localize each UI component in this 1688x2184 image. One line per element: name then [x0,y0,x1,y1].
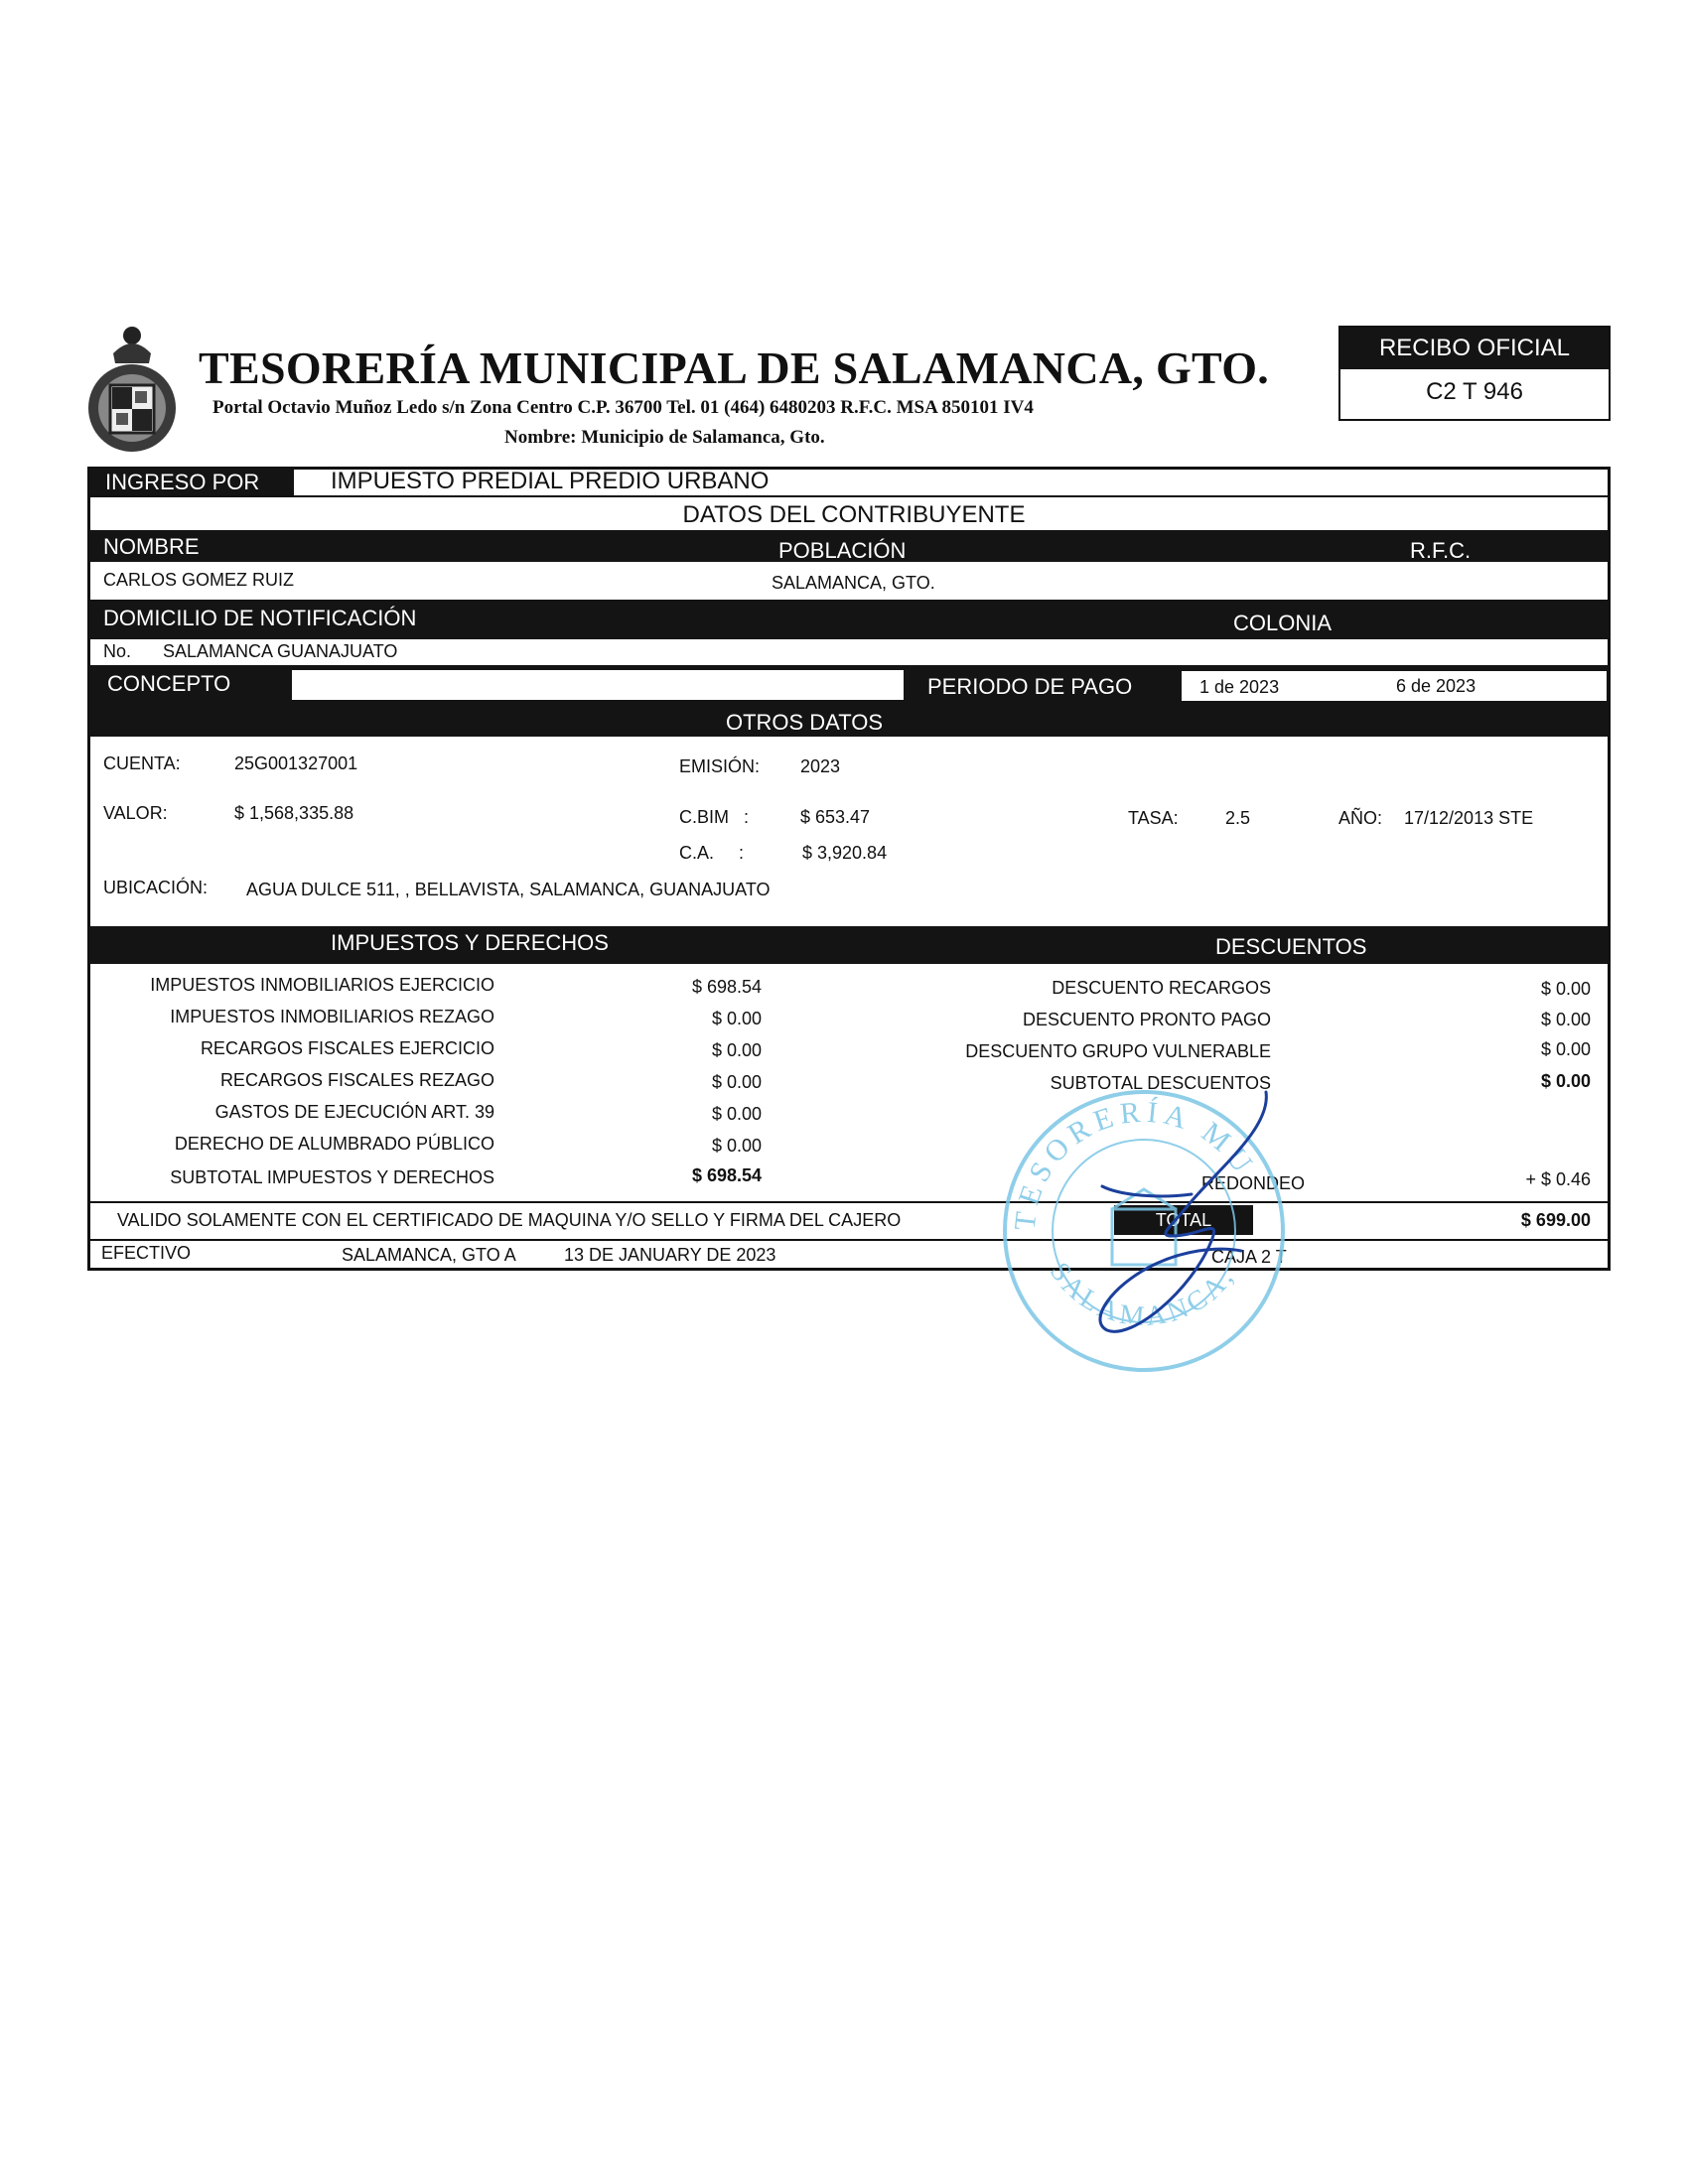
impuesto-label: IMPUESTOS INMOBILIARIOS EJERCICIO [150,975,494,995]
impuestos-list [99,975,774,1199]
list-item [99,975,774,1007]
impuesto-value: $ 698.54 [692,977,763,997]
descuento-label: DESCUENTO PRONTO PAGO [1022,1010,1271,1029]
ingreso-label: INGRESO POR [89,469,294,495]
nombre-value: CARLOS GOMEZ RUIZ [103,570,295,590]
ano-label: AÑO: [1338,808,1383,828]
total-value: $ 699.00 [1520,1210,1591,1230]
list-item [953,1010,1599,1041]
ano-value: 17/12/2013 STE [1404,808,1534,828]
ca-value: $ 3,920.84 [802,843,888,863]
cbim-label: C.BIM : [679,807,750,827]
impuesto-label: GASTOS DE EJECUCIÓN ART. 39 [214,1102,494,1122]
valor-value: $ 1,568,335.88 [234,803,354,823]
poblacion-label: POBLACIÓN [778,538,907,563]
impuesto-value: $ 0.00 [712,1104,763,1124]
impuestos-heading: IMPUESTOS Y DERECHOS [331,930,609,955]
tasa-value: 2.5 [1225,808,1251,828]
impuesto-label: RECARGOS FISCALES REZAGO [219,1070,494,1090]
ingreso-value: IMPUESTO PREDIAL PREDIO URBANO [331,468,770,494]
impuesto-label: RECARGOS FISCALES EJERCICIO [200,1038,494,1058]
impuesto-value: $ 0.00 [712,1136,763,1156]
list-item [953,978,1599,1010]
periodo-to: 6 de 2023 [1396,676,1477,696]
emision-label: EMISIÓN: [679,756,761,776]
descuentos-heading: DESCUENTOS [1215,934,1367,959]
municipal-coat-of-arms [83,324,181,463]
treasury-title: TESORERÍA MUNICIPAL DE SALAMANCA, GTO. [199,342,1270,393]
contribuyente-heading: DATOS DEL CONTRIBUYENTE [682,501,1026,528]
no-label: No. [103,641,132,661]
otros-datos-heading: OTROS DATOS [725,710,884,735]
list-item [99,1102,774,1134]
poblacion-value: SALAMANCA, GTO. [772,573,935,593]
periodo-from: 1 de 2023 [1199,677,1280,697]
redondeo-label: REDONDEO [1201,1173,1306,1193]
total-label: TOTAL [1114,1205,1253,1235]
cbim-value: $ 653.47 [800,807,871,827]
descuento-label: DESCUENTO RECARGOS [1052,978,1271,998]
stamp-text-bottom: SALAMANCA, [1043,1257,1242,1333]
official-receipt-box [1338,326,1611,421]
ca-label: C.A. : [679,843,745,863]
impuestos-subtotal-label: SUBTOTAL IMPUESTOS Y DERECHOS [170,1167,494,1187]
emision-value: 2023 [800,756,841,776]
list-item [99,1007,774,1038]
nombre-label: NOMBRE [103,534,200,559]
cashier-signature [1043,1087,1301,1345]
divider [87,1239,1611,1241]
concepto-field [292,670,904,700]
issue-date: 13 DE JANUARY DE 2023 [564,1245,776,1265]
periodo-label: PERIODO DE PAGO [927,674,1133,699]
rfc-label: R.F.C. [1410,538,1472,563]
list-item [99,1134,774,1167]
issue-place: SALAMANCA, GTO A [342,1245,516,1265]
impuesto-label: IMPUESTOS INMOBILIARIOS REZAGO [170,1007,494,1026]
impuesto-value: $ 0.00 [712,1072,763,1092]
tasa-label: TASA: [1128,808,1179,828]
descuento-value: $ 0.00 [1540,1039,1591,1059]
divider [87,1201,1611,1203]
cuenta-label: CUENTA: [103,753,181,773]
cashier-box: CAJA 2 T [1211,1247,1287,1267]
domicilio-value: SALAMANCA GUANAJUATO [163,641,398,661]
list-item [953,1041,1599,1073]
impuesto-label: DERECHO DE ALUMBRADO PÚBLICO [174,1134,494,1154]
ubicacion-label: UBICACIÓN: [103,878,209,897]
colonia-label: COLONIA [1233,611,1333,635]
municipality-name-line: Nombre: Municipio de Salamanca, Gto. [504,427,825,448]
descuentos-subtotal-label: SUBTOTAL DESCUENTOS [1050,1073,1271,1093]
ubicacion-value: AGUA DULCE 511, , BELLAVISTA, SALAMANCA, GUANAJUATO [246,880,771,899]
valido-text: VALIDO SOLAMENTE CON EL CERTIFICADO DE MAQUINA Y/O SELLO Y FIRMA DEL CAJERO [117,1210,902,1230]
stamp-text-top: TESORERÍA MU [1008,1095,1262,1232]
domicilio-label: DOMICILIO DE NOTIFICACIÓN [103,606,417,630]
impuesto-value: $ 0.00 [712,1040,763,1060]
concepto-label: CONCEPTO [107,671,231,696]
cuenta-value: 25G001327001 [234,753,358,773]
impuestos-descuentos-band [89,926,1609,964]
official-receipt-number: C2 T 946 [1426,378,1523,405]
official-receipt-label: RECIBO OFICIAL [1340,328,1609,369]
treasury-address: Portal Octavio Muñoz Ledo s/n Zona Centro C.P. 36700 Tel. 01 (464) 6480203 R.F.C. MSA 850101 IV4 [212,397,1034,418]
descuento-label: DESCUENTO GRUPO VULNERABLE [965,1041,1271,1061]
list-item [99,1038,774,1070]
descuento-value: $ 0.00 [1540,979,1591,999]
valor-label: VALOR: [103,803,168,823]
descuento-value: $ 0.00 [1540,1010,1591,1029]
list-item [99,1167,774,1199]
redondeo-value: + $ 0.46 [1525,1169,1591,1189]
descuentos-subtotal-value: $ 0.00 [1540,1071,1591,1091]
divider [87,495,1611,497]
impuestos-subtotal-value: $ 698.54 [692,1165,763,1185]
payment-method: EFECTIVO [101,1243,192,1263]
impuesto-value: $ 0.00 [712,1009,763,1028]
list-item [99,1070,774,1102]
